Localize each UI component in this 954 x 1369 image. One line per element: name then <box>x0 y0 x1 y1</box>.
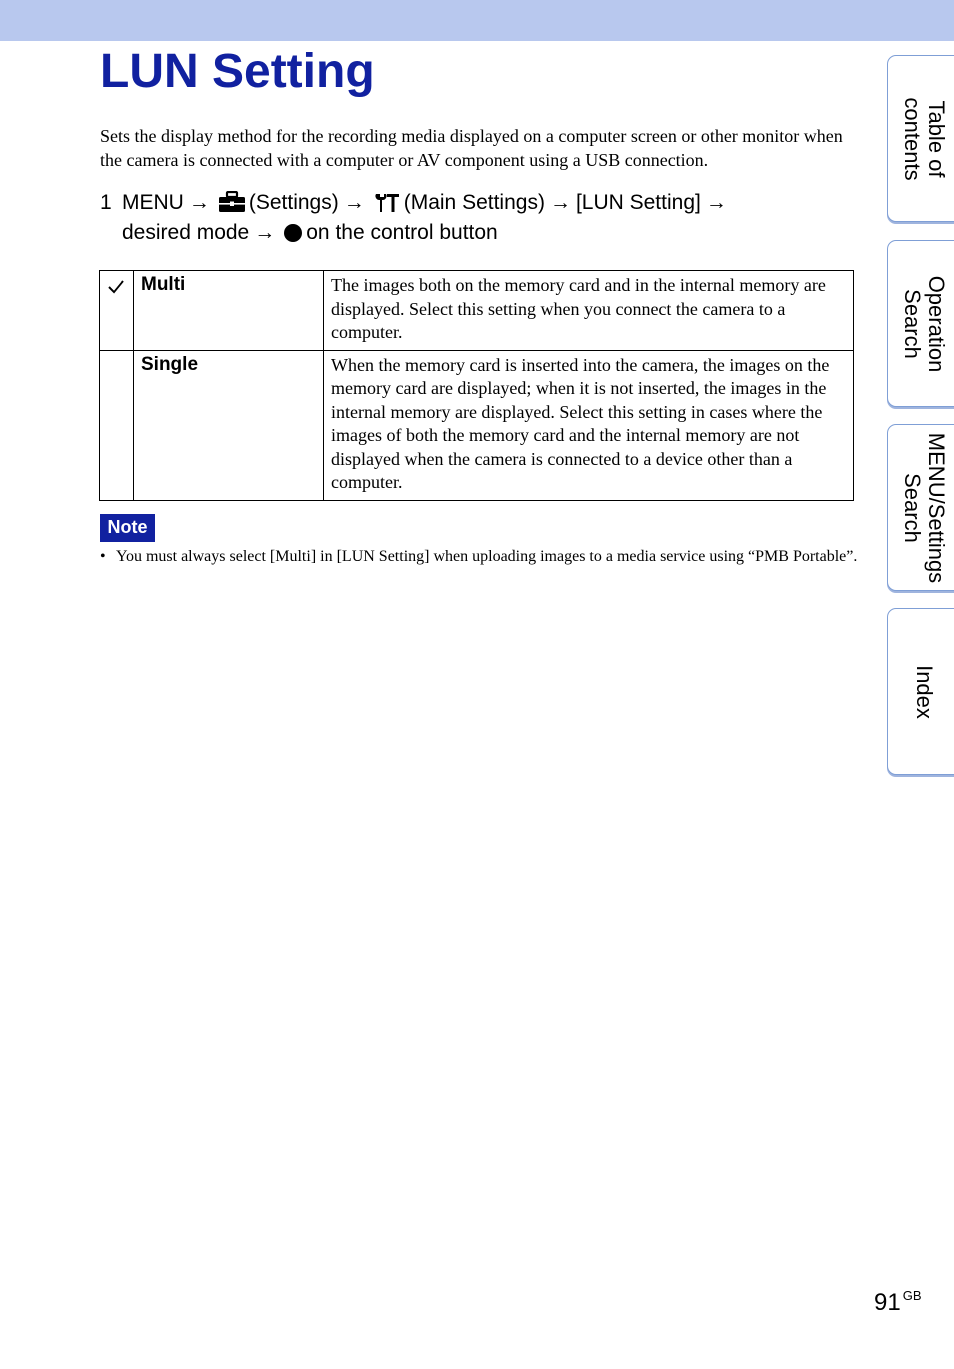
tab-label-line2: contents <box>900 96 925 181</box>
arrow-right-icon: → <box>188 191 210 214</box>
check-icon <box>107 279 125 295</box>
table-row <box>100 271 854 351</box>
page-number-value: 91 <box>874 1289 901 1316</box>
arrow-right-icon: → <box>343 191 365 214</box>
option-description: When the memory card is inserted into the camera, the images on the memory card are displayed; when it is not inserted, the images in the internal memory are displayed. Select this setting in cases where the images of both the memory card and the internal memory are not displayed when the camera is connected to a device other than a computer. <box>324 350 854 500</box>
option-description: The images both on the memory card and in the internal memory are displayed. Select this setting when you connect the camera to a computer. <box>324 271 854 351</box>
table-row <box>100 350 854 500</box>
option-name: Single <box>134 350 324 500</box>
step-menu-label: MENU <box>122 191 184 214</box>
tab-label-line2: Search <box>900 472 925 543</box>
step-number: 1 <box>100 191 112 214</box>
arrow-right-icon: → <box>254 221 276 244</box>
default-mark-cell <box>100 271 134 351</box>
region-code: GB <box>902 1288 922 1303</box>
bullet-icon: • <box>100 548 106 565</box>
arrow-right-icon: → <box>549 191 571 214</box>
top-header-bar <box>0 0 954 41</box>
arrow-right-icon: → <box>705 191 727 214</box>
tab-index[interactable] <box>887 608 954 775</box>
center-button-icon <box>283 223 303 243</box>
toolbox-icon <box>218 191 246 213</box>
tab-table-of-contents[interactable] <box>887 55 954 222</box>
note-list <box>100 546 860 568</box>
step-main-settings-label: (Main Settings) <box>403 191 545 214</box>
options-table <box>99 270 854 501</box>
step-control-button-label: on the control button <box>306 221 498 244</box>
note-text: You must always select [Multi] in [LUN Setting] when uploading images to a media service using “PMB Portable”. <box>116 548 858 565</box>
note-badge: Note <box>100 514 155 542</box>
default-mark-cell <box>100 350 134 500</box>
step-desired-mode-label: desired mode <box>122 221 250 244</box>
step-lun-setting-label: [LUN Setting] <box>575 191 701 214</box>
intro-paragraph: Sets the display method for the recording media displayed on a computer screen or other monitor when the camera is connected with a computer or AV component using a USB connection. <box>100 126 843 170</box>
tab-label-line1: Operation <box>924 275 949 372</box>
page-number <box>874 1288 922 1317</box>
page-title: LUN Setting <box>100 45 375 98</box>
tab-label-line1: Table of <box>924 99 949 178</box>
list-item <box>100 546 860 568</box>
step-settings-label: (Settings) <box>248 191 339 214</box>
option-name: Multi <box>134 271 324 351</box>
tab-label-line1: MENU/Settings <box>924 432 949 583</box>
tab-operation-search[interactable] <box>887 240 954 407</box>
wrench-icon <box>373 191 401 213</box>
tab-label-line2: Search <box>900 288 925 359</box>
procedure-step <box>100 188 820 248</box>
tab-label-line1: Index <box>912 664 937 719</box>
tab-menu-settings-search[interactable] <box>887 424 954 591</box>
